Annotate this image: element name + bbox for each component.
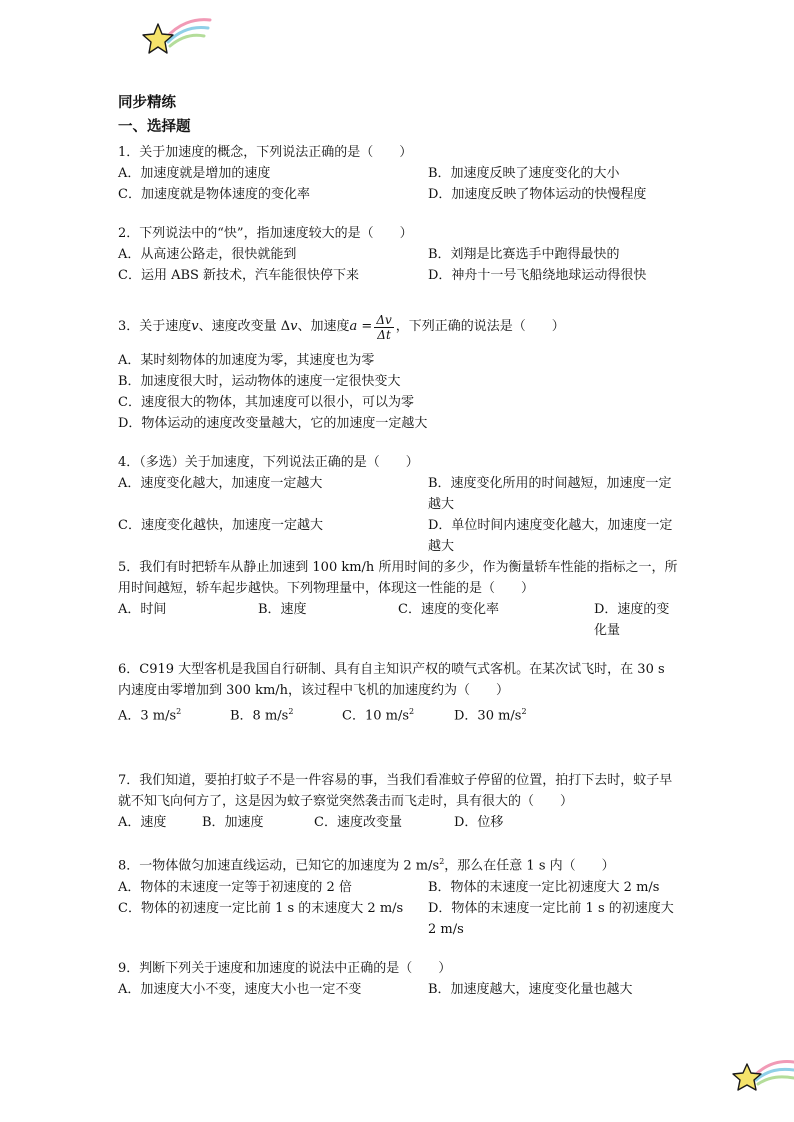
shooting-star-icon bbox=[728, 1054, 794, 1096]
stem-part: 、速度改变量 Δ bbox=[198, 319, 291, 334]
option-b: B．加速度很大时，运动物体的速度一定很快变大 bbox=[118, 374, 401, 389]
question-stem: 2．下列说法中的“快”，指加速度较大的是（ ） bbox=[118, 226, 413, 241]
question-8 bbox=[118, 851, 678, 939]
question-6 bbox=[118, 659, 678, 726]
shooting-star-icon bbox=[138, 14, 212, 60]
option-d: D．物体的末速度一定比前 1 s 的初速度大 2 m/s bbox=[428, 900, 678, 937]
question-stem: 4．（多选）关于加速度，下列说法正确的是（ ） bbox=[118, 455, 419, 470]
option-a: A．3 $m/s^2$ bbox=[118, 707, 182, 724]
options bbox=[118, 877, 678, 940]
option-a: A．时间 bbox=[118, 602, 167, 617]
options bbox=[118, 473, 678, 557]
question-stem: 6．C919 大型客机是我国自行研制、具有自主知识产权的喷气式客机。在某次试飞时，在 30 s 内速度由零增加到 300 km/h，该过程中飞机的加速度约为（ ） bbox=[118, 662, 669, 698]
option-c: C．速度变化越快，加速度一定越大 bbox=[118, 518, 323, 533]
option-d: D．30 $m/s^2$ bbox=[454, 707, 527, 724]
stem-part: 、加速度 bbox=[297, 319, 350, 334]
option-a: A．加速度大小不变，速度大小也一定不变 bbox=[118, 981, 362, 997]
options bbox=[118, 163, 678, 205]
stem-part: ，下列正确的说法是（ ） bbox=[395, 319, 565, 334]
fraction-numerator: Δv bbox=[376, 312, 392, 327]
options bbox=[118, 350, 678, 434]
option-b: B．速度变化所用的时间越短，加速度一定越大 bbox=[428, 476, 672, 512]
option-b: B．速度 bbox=[258, 602, 307, 617]
option-a: A．速度变化越大，加速度一定越大 bbox=[118, 476, 323, 491]
option-a: A．从高速公路走，很快就能到 bbox=[118, 247, 297, 262]
option-b: B．刘翔是比赛选手中跑得最快的 bbox=[428, 247, 620, 262]
question-stem: 9．判断下列关于速度和加速度的说法中正确的是（ ） bbox=[118, 960, 452, 976]
question-9 bbox=[118, 958, 678, 1000]
option-b: B．8 $m/s^2$ bbox=[230, 707, 294, 724]
question-3 bbox=[118, 304, 678, 434]
option-d: D．位移 bbox=[454, 815, 504, 831]
option-d: D．速度的变化量 bbox=[594, 602, 670, 638]
option-c: C．速度很大的物体，其加速度可以很小，可以为零 bbox=[118, 395, 414, 410]
question-2 bbox=[118, 223, 678, 286]
options bbox=[118, 244, 678, 286]
option-d: D．物体运动的速度改变量越大，它的加速度一定越大 bbox=[118, 416, 428, 431]
option-a: A．某时刻物体的加速度为零，其速度也为零 bbox=[118, 353, 375, 368]
option-c: C．10 $m/s^2$ bbox=[342, 707, 415, 724]
option-a: A．加速度就是增加的速度 bbox=[118, 166, 271, 181]
section-title: 同步精练 bbox=[118, 95, 176, 111]
options bbox=[118, 599, 678, 641]
velocity-symbol: v bbox=[191, 319, 199, 334]
stem-part: 3．关于速度 bbox=[118, 319, 192, 334]
option-b: B．物体的末速度一定比初速度大 2 m/s bbox=[428, 879, 660, 895]
velocity-symbol: v bbox=[290, 319, 298, 334]
option-c: C．运用 ABS 新技术，汽车能很快停下来 bbox=[118, 268, 360, 283]
option-a: A．速度 bbox=[118, 815, 167, 831]
fraction-denominator: Δt bbox=[377, 327, 391, 342]
acceleration-equation: a = bbox=[349, 319, 373, 334]
option-c: C．速度的变化率 bbox=[398, 602, 499, 617]
question-stem bbox=[118, 304, 678, 350]
option-d: D．加速度反映了物体运动的快慢程度 bbox=[428, 187, 647, 202]
option-c: C．物体的初速度一定比前 1 s 的末速度大 2 m/s bbox=[118, 900, 404, 916]
question-7 bbox=[118, 770, 678, 833]
option-d: D．单位时间内速度变化越大，加速度一定越大 bbox=[428, 518, 673, 554]
question-stem: 5．我们有时把轿车从静止加速到 100 km/h 所用时间的多少，作为衡量轿车性能的指标之一，所用时间越短，轿车起步越快。下列物理量中，体现这一性能的是（ ） bbox=[118, 560, 678, 596]
question-stem: 7．我们知道，要拍打蚊子不是一件容易的事，当我们看准蚊子停留的位置，拍打下去时，蚊子早就不知飞向何方了，这是因为蚊子察觉突然袭击而飞走时，具有很大的（ ） bbox=[118, 773, 673, 810]
fraction bbox=[374, 313, 393, 342]
question-5 bbox=[118, 557, 678, 641]
option-c: C．速度改变量 bbox=[314, 815, 402, 831]
question-stem: 1．关于加速度的概念，下列说法正确的是（ ） bbox=[118, 145, 413, 160]
option-b: B．加速度越大，速度变化量也越大 bbox=[428, 981, 633, 997]
option-d: D．神舟十一号飞船绕地球运动得很快 bbox=[428, 268, 647, 283]
options bbox=[118, 812, 678, 833]
part-title: 一、选择题 bbox=[118, 119, 191, 135]
option-a: A．物体的末速度一定等于初速度的 2 倍 bbox=[118, 879, 352, 895]
options bbox=[118, 979, 678, 1000]
content bbox=[118, 92, 678, 1000]
option-c: C．加速度就是物体速度的变化率 bbox=[118, 187, 310, 202]
question-stem: 8．一物体做匀加速直线运动，已知它的加速度为 2 $m/s^2$，那么在任意 1 s 内（ ） bbox=[118, 857, 615, 874]
option-b: B．加速度反映了速度变化的大小 bbox=[428, 166, 620, 181]
option-b: B．加速度 bbox=[202, 815, 264, 831]
options bbox=[118, 701, 678, 726]
question-4 bbox=[118, 452, 678, 557]
question-1 bbox=[118, 142, 678, 205]
